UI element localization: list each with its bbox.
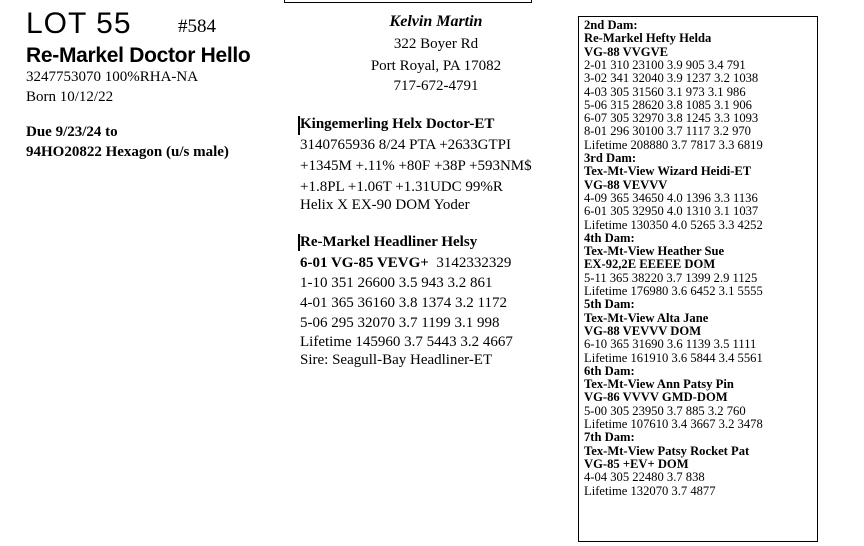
pedigree-heading: Tex-Mt-View Wizard Heidi-ET [584, 164, 752, 179]
pedigree-heading: Tex-Mt-View Patsy Rocket Pat [584, 443, 750, 458]
pedigree-record: Lifetime 208880 3.7 7817 3.3 6819 [584, 137, 763, 152]
dam-class-line [300, 253, 511, 274]
sire-line: Helix X EX-90 DOM Yoder [300, 197, 470, 213]
animal-name: Re-Markel Doctor Hello [26, 44, 251, 67]
pedigree-heading: 4th Dam: [584, 230, 635, 245]
pedigree-record: Lifetime 107610 3.4 3667 3.2 3478 [584, 417, 763, 431]
due-date: Due 9/23/24 to [26, 124, 118, 140]
pedigree-record: 6-01 305 32950 4.0 1310 3.1 1037 [584, 204, 759, 219]
dam-sire: Sire: Seagull-Bay Headliner-ET [300, 352, 493, 368]
catalog-number: #584 [178, 16, 216, 37]
pedigree-heading: 3rd Dam: [584, 151, 637, 165]
pedigree-heading: VG-86 VVVV GMD-DOM [584, 390, 728, 405]
dam-record: 1-10 351 26600 3.5 943 3.2 861 [300, 275, 493, 291]
sire-name: Kingemerling Helx Doctor-ET [300, 116, 495, 132]
pedigree-record: 4-04 305 22480 3.7 838 [584, 470, 705, 485]
pedigree-record: 4-09 365 34650 4.0 1396 3.3 1136 [584, 190, 758, 205]
top-frame [284, 0, 532, 3]
pedigree-record: 2-01 310 23100 3.9 905 3.4 791 [584, 57, 746, 72]
pedigree-record: 6-10 365 31690 3.6 1139 3.5 1111 [584, 337, 757, 352]
pedigree-record: 5-11 365 38220 3.7 1399 2.9 1125 [584, 270, 758, 285]
pedigree-heading: Tex-Mt-View Ann Patsy Pin [584, 377, 734, 392]
consignor-name: Kelvin Martin [389, 13, 483, 30]
pedigree-heading: 6th Dam: [584, 363, 635, 378]
pedigree-heading: VG-88 VEVVV DOM [584, 323, 702, 338]
pedigree-record: 4-03 305 31560 3.1 973 3.1 986 [584, 84, 746, 99]
dam-name: Re-Markel Headliner Helsy [300, 234, 478, 250]
sire-line: 3140765936 8/24 PTA +2633GTPI [300, 137, 512, 153]
pedigree-record: Lifetime 130350 4.0 5265 3.3 4252 [584, 217, 763, 232]
pedigree-record: Lifetime 161910 3.6 5844 3.4 5561 [584, 350, 763, 365]
pedigree-heading: Tex-Mt-View Heather Sue [584, 244, 725, 259]
dam-registration: 3142332329 [436, 255, 512, 271]
pedigree-heading: 2nd Dam: [584, 18, 638, 32]
service-sire: 94HO20822 Hexagon (u/s male) [26, 144, 229, 160]
pedigree-heading: EX-92,2E EEEEE DOM [584, 257, 716, 272]
pedigree-heading: VG-88 VVGVE [584, 44, 669, 59]
dam-record: 5-06 295 32070 3.7 1199 3.1 998 [300, 315, 500, 331]
dam-lifetime: Lifetime 145960 3.7 5443 3.2 4667 [300, 334, 513, 350]
pedigree-record: 6-07 305 32970 3.8 1245 3.3 1093 [584, 111, 759, 126]
pedigree-record: 5-06 315 28620 3.8 1085 3.1 906 [584, 97, 752, 112]
consignor-address: 322 Boyer Rd [393, 36, 479, 52]
pedigree-heading: 7th Dam: [584, 430, 635, 445]
pedigree-record: Lifetime 176980 3.6 6452 3.1 5555 [584, 284, 763, 298]
pedigree-heading: VG-88 VEVVV [584, 177, 668, 192]
lot-label: LOT 55 [26, 7, 132, 40]
pedigree-heading: Re-Markel Hefty Helda [584, 31, 712, 46]
dam-record: 4-01 365 36160 3.8 1374 3.2 1172 [300, 295, 507, 311]
pedigree-heading: 5th Dam: [584, 297, 635, 312]
consignor-city: Port Royal, PA 17082 [370, 58, 502, 74]
dam-classification: 6-01 VG-85 VEVG+ [300, 255, 429, 271]
sire-line: +1.8PL +1.06T +1.31UDC 99%R [300, 179, 503, 195]
pedigree-record: Lifetime 132070 3.7 4877 [584, 483, 716, 498]
pedigree-record: 5-00 305 23950 3.7 885 3.2 760 [584, 403, 746, 418]
pedigree-record: 3-02 341 32040 3.9 1237 3.2 1038 [584, 71, 759, 86]
pedigree-heading: VG-85 +EV+ DOM [584, 456, 689, 471]
pedigree-heading: Tex-Mt-View Alta Jane [584, 310, 709, 325]
consignor-phone: 717-672-4791 [393, 78, 479, 94]
sire-line: +1345M +.11% +80F +38P +593NM$ [300, 158, 532, 174]
pedigree-record: 8-01 296 30100 3.7 1117 3.2 970 [584, 124, 751, 139]
birth-date: Born 10/12/22 [26, 89, 114, 105]
registration-line: 3247753070 100%RHA-NA [26, 69, 199, 85]
